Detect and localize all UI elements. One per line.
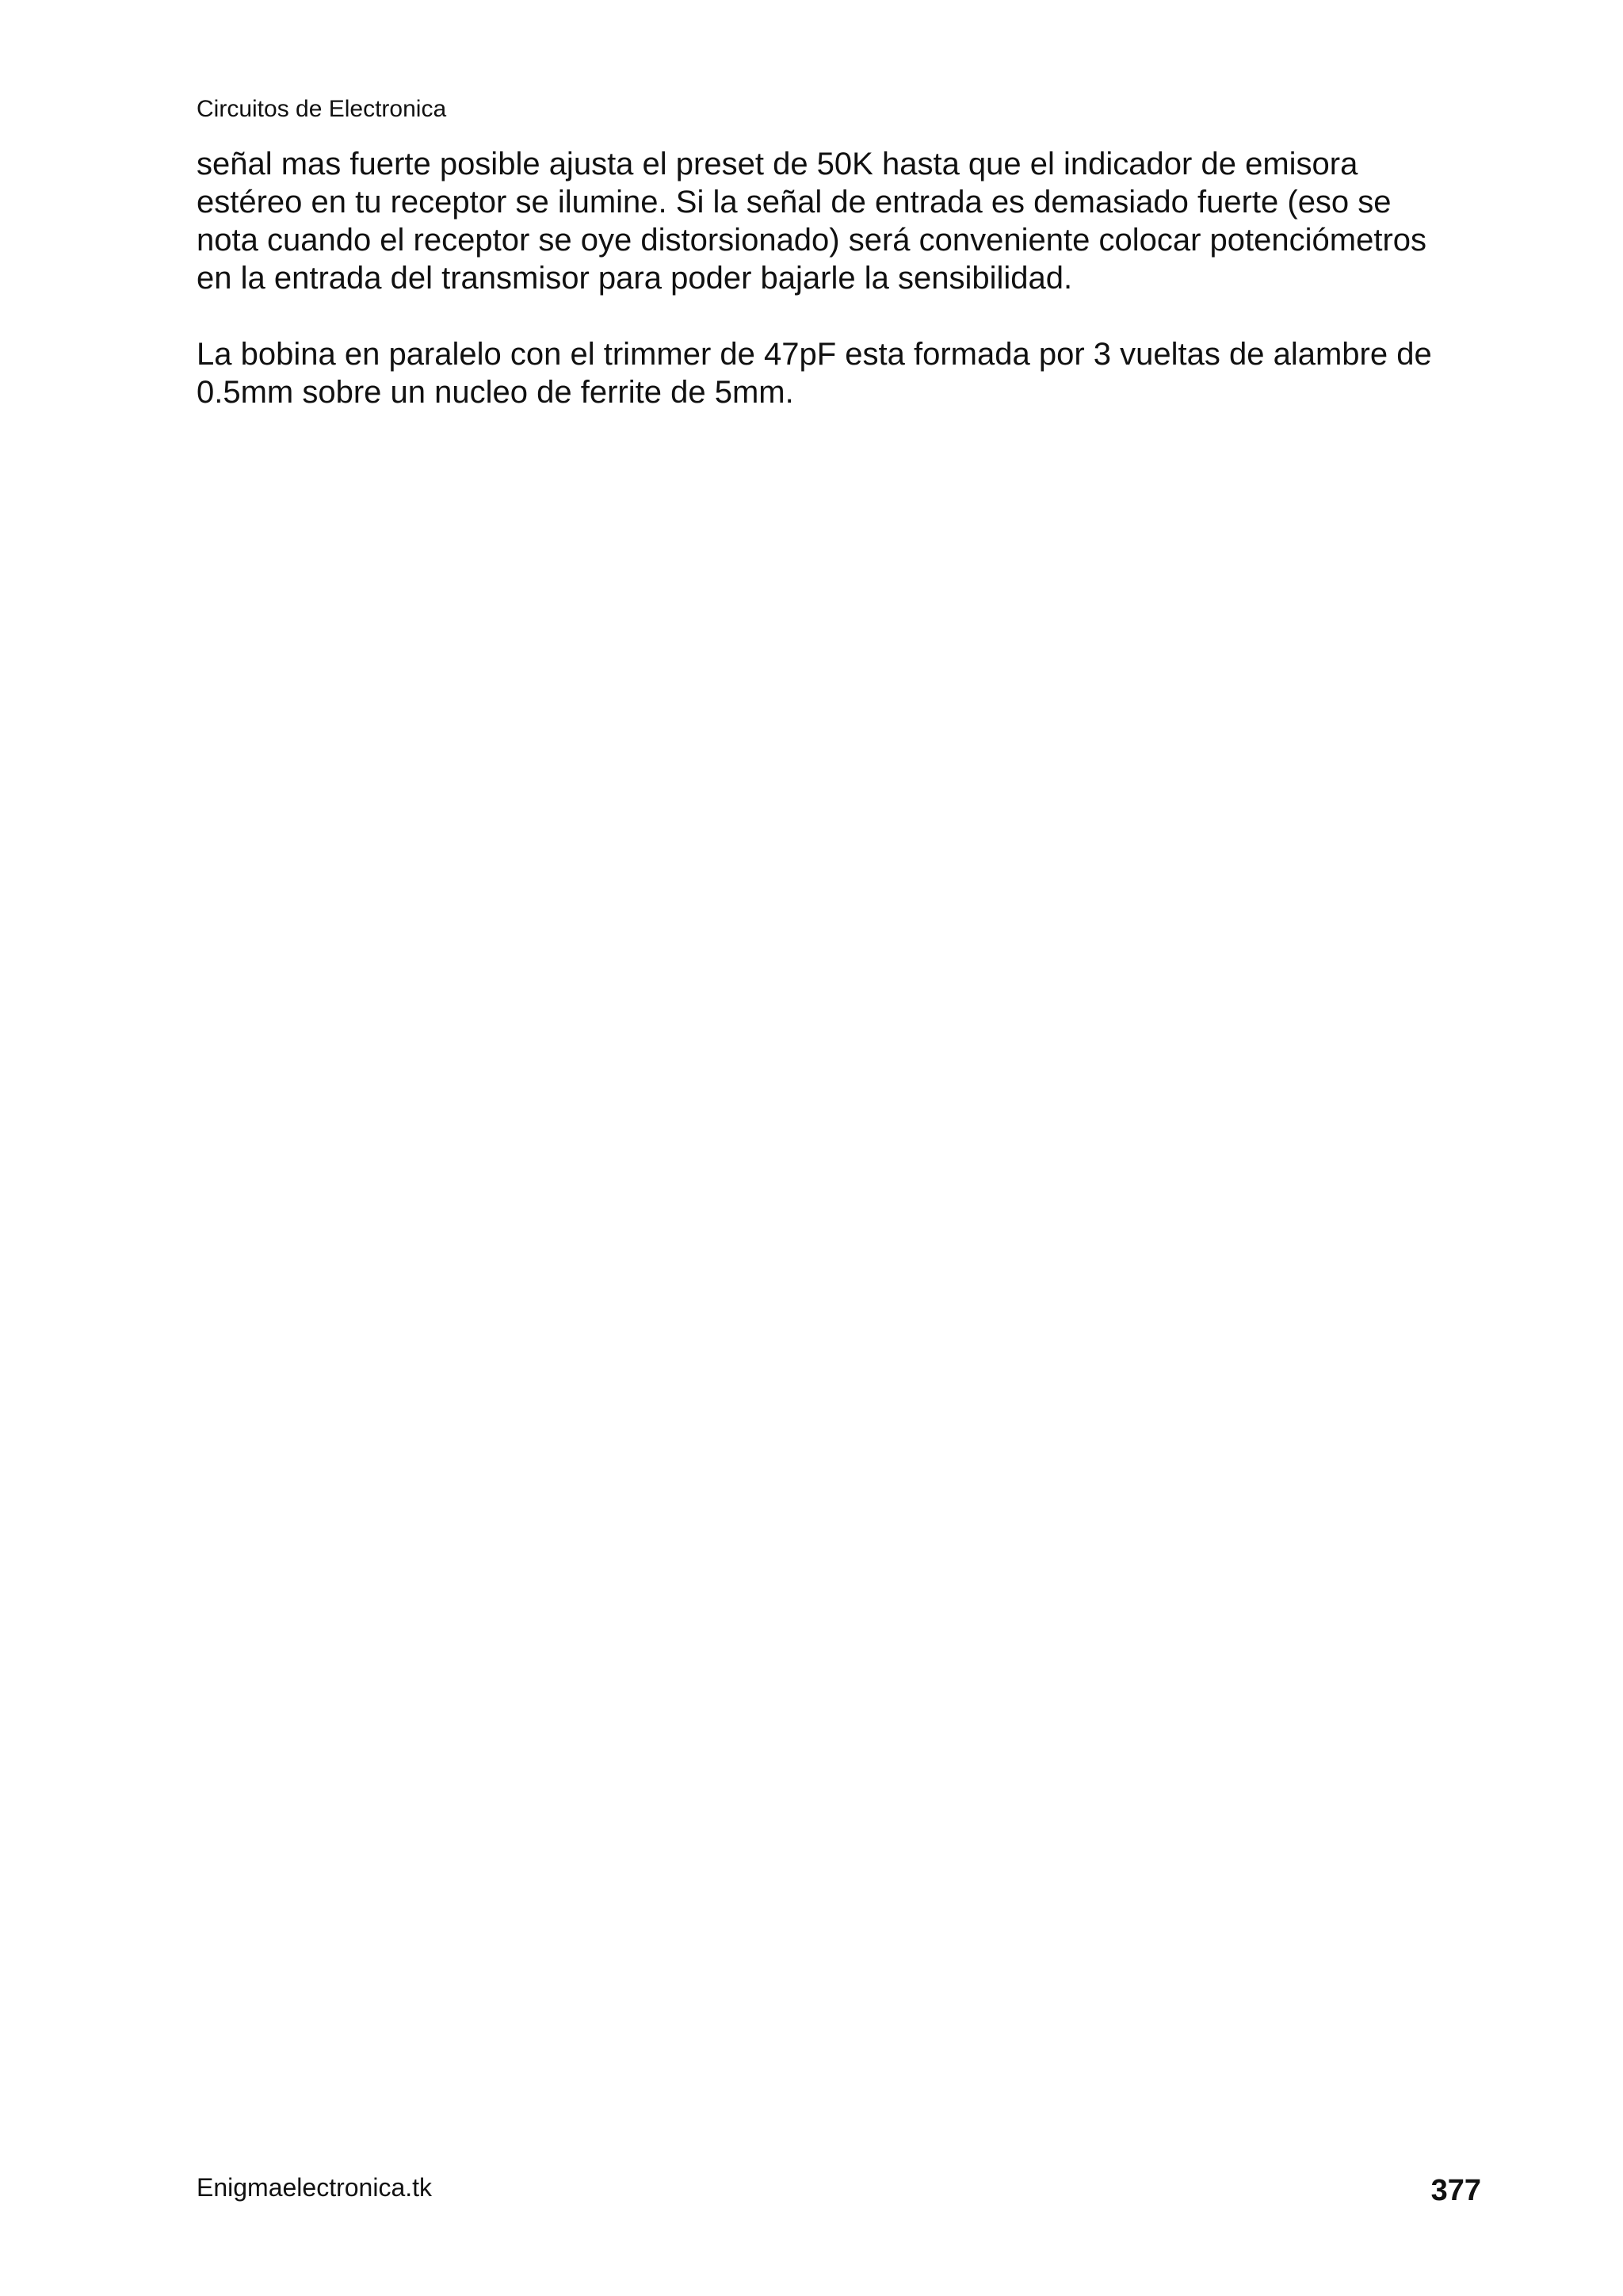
text-line: señal mas fuerte posible ajusta el preset de 50K hasta que el indicador de emisora bbox=[197, 147, 1358, 181]
text-line: en la entrada del transmisor para poder bajarle la sensibilidad. bbox=[197, 261, 1073, 296]
footer-site: Enigmaelectronica.tk bbox=[197, 2173, 433, 2202]
page-number: 377 bbox=[1430, 2174, 1481, 2207]
text-line: La bobina en paralelo con el trimmer de 47pF esta formada por 3 vueltas de alambre de bbox=[197, 337, 1432, 372]
paragraph-spacer bbox=[197, 297, 1496, 335]
text-line: estéreo en tu receptor se ilumine. Si la señal de entrada es demasiado fuerte (eso se bbox=[197, 185, 1392, 220]
text-line: 0.5mm sobre un nucleo de ferrite de 5mm. bbox=[197, 375, 794, 410]
paragraph-coil-description bbox=[197, 335, 1496, 411]
body-text bbox=[197, 145, 1496, 411]
text-line: nota cuando el receptor se oye distorsionado) será conveniente colocar potenciómetros bbox=[197, 223, 1427, 258]
running-header: Circuitos de Electronica bbox=[197, 96, 447, 122]
paragraph-preset-adjustment bbox=[197, 145, 1496, 297]
